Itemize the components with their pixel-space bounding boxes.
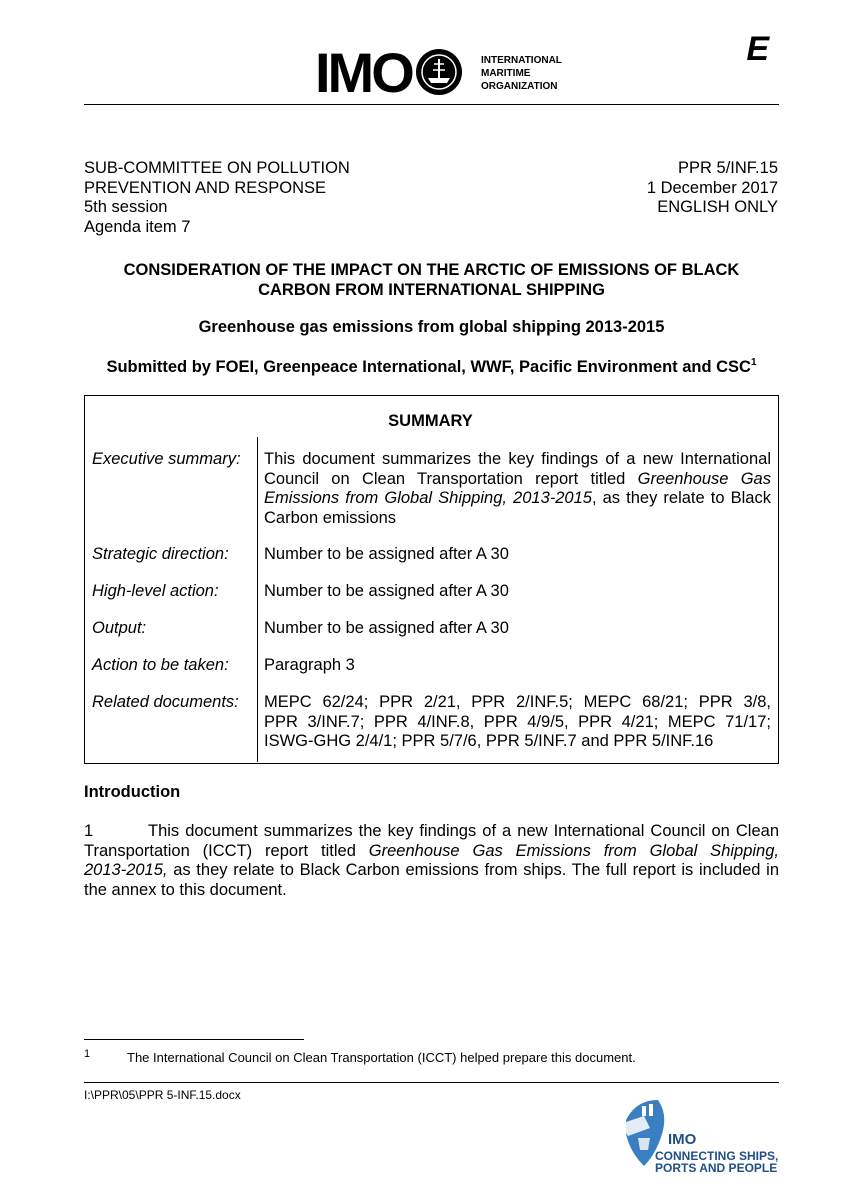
header-divider bbox=[84, 104, 779, 105]
action-to-be-taken-label: Action to be taken: bbox=[92, 656, 229, 674]
related-documents-value: MEPC 62/24; PPR 2/21, PPR 2/INF.5; MEPC 68/21; PPR 3/8, PPR 3/INF.7; PPR 4/INF.8, PPR 4/9/5, PPR 4/21; MEPC 71/17; ISWG-GHG 2/4/1; PPR 5/7/6, PPR 5/INF.7 and PPR 5/INF.16 bbox=[264, 693, 771, 750]
committee-line: SUB-COMMITTEE ON POLLUTION bbox=[84, 159, 350, 177]
executive-summary-label: Executive summary: bbox=[92, 450, 241, 468]
footnote-reference[interactable]: 1 bbox=[750, 357, 757, 368]
submitted-by: Submitted by FOEI, Greenpeace International, WWF, Pacific Environment and CSC$^1$ bbox=[106, 357, 757, 376]
strategic-direction-value: Number to be assigned after A 30 bbox=[264, 545, 509, 563]
wmd-slogan-line: PORTS AND PEOPLE bbox=[655, 1161, 778, 1175]
summary-heading: SUMMARY bbox=[388, 412, 473, 430]
org-name-line: INTERNATIONAL bbox=[481, 55, 562, 66]
document-subtitle: Greenhouse gas emissions from global shipping 2013-2015 bbox=[198, 318, 665, 336]
summary-column-divider bbox=[257, 437, 258, 762]
imo-logo bbox=[315, 46, 577, 98]
high-level-action-value: Number to be assigned after A 30 bbox=[264, 582, 509, 600]
session-line: 5th session bbox=[84, 198, 168, 216]
document-date: 1 December 2017 bbox=[646, 178, 778, 197]
related-documents-label: Related documents: bbox=[92, 693, 239, 711]
committee-block bbox=[84, 159, 350, 237]
footnote-text: The International Council on Clean Transportation (ICCT) helped prepare this document. bbox=[127, 1050, 636, 1065]
imo-logo-letters: IMO bbox=[315, 46, 412, 98]
document-title: CONSIDERATION OF THE IMPACT ON THE ARCTIC OF EMISSIONS OF BLACK CARBON FROM INTERNATIONAL SHIPPING bbox=[123, 261, 740, 299]
world-maritime-day-logo bbox=[616, 1094, 782, 1178]
language-letter: E bbox=[746, 30, 769, 68]
executive-summary-value: This document summarizes the key findings of a new International Council on Clean Transportation report titled Greenhouse Gas Emissions from Global Shipping, 2013-2015, as they relate to Black Carbon emissions bbox=[264, 450, 771, 527]
action-to-be-taken-value: Paragraph 3 bbox=[264, 656, 355, 674]
output-value: Number to be assigned after A 30 bbox=[264, 619, 509, 637]
agenda-item-line: Agenda item 7 bbox=[84, 217, 191, 236]
wmd-imo-letters: IMO bbox=[668, 1131, 697, 1148]
paragraph-1: 1 This document summarizes the key findings of a new International Council on Clean Transportation (ICCT) report titled Greenhouse Gas Emissions from Global Shipping, 2013-2015, as they relate to Black Carbon emissions from ships. The full report is included in the annex to this document. bbox=[84, 822, 779, 899]
committee-line: PREVENTION AND RESPONSE bbox=[84, 178, 327, 197]
file-path: I:\PPR\05\PPR 5-INF.15.docx bbox=[84, 1088, 241, 1102]
introduction-heading: Introduction bbox=[84, 783, 181, 801]
output-label: Output: bbox=[92, 619, 147, 637]
high-level-action-label: High-level action: bbox=[92, 582, 219, 600]
footnote-separator bbox=[84, 1039, 304, 1040]
footer-divider bbox=[84, 1082, 779, 1083]
paragraph-number: 1 bbox=[84, 822, 94, 840]
org-name-line: ORGANIZATION bbox=[481, 81, 558, 92]
document-symbol: PPR 5/INF.15 bbox=[678, 159, 778, 177]
document-reference-block bbox=[647, 159, 778, 218]
strategic-direction-label: Strategic direction: bbox=[92, 545, 229, 563]
org-name-line: MARITIME bbox=[481, 68, 531, 79]
language-note: ENGLISH ONLY bbox=[657, 198, 778, 216]
footnote-number: 1 bbox=[84, 1048, 91, 1060]
wmd-slogan-line: CONNECTING SHIPS, bbox=[655, 1149, 779, 1163]
